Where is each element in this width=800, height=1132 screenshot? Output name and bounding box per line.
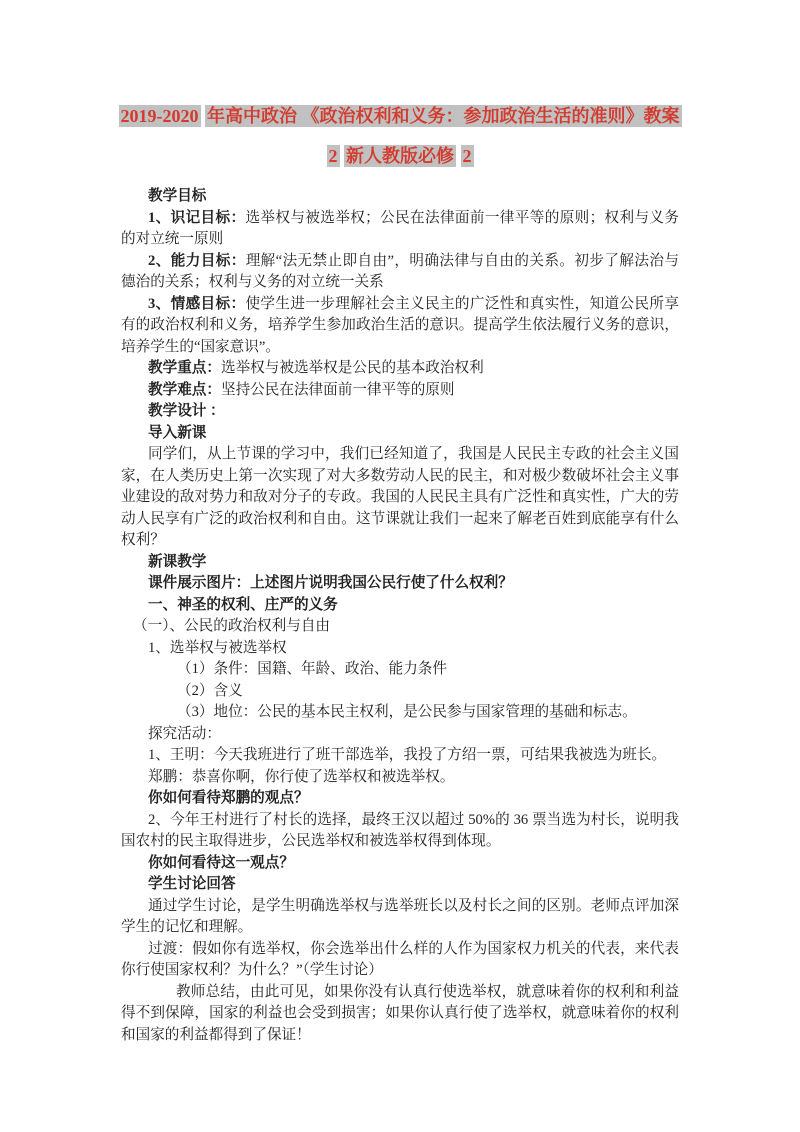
paragraph-text: 教师总结，由此可见，如果你没有认真行使选举权，就意味着你的权利和利益得不到保障，国家的利益也会受到损害；如果你认真行使了选举权，就意味着你的权利和国家的利益都得到了保证！ <box>121 983 679 1043</box>
para-transition <box>121 939 679 982</box>
paragraph-text: 教学目标 <box>148 188 207 204</box>
paragraph-text: 1、选举权与被选举权 <box>148 639 287 656</box>
paragraph-text: 你如何看待这一观点？ <box>148 854 294 871</box>
paragraph-text: 教学设计 ： <box>148 403 225 419</box>
paragraph-text: （3）地位：公民的基本民主权利，是公民参与国家管理的基础和标志。 <box>177 704 637 720</box>
document-title <box>0 0 800 176</box>
paragraph-text: 一、神圣的权利、庄严的义务 <box>148 596 338 613</box>
paragraph-text: （一）、公民的政治权利与自由 <box>133 618 331 634</box>
title-highlight-run: 2019-2020 <box>120 106 199 126</box>
paragraph-text: 探究活动： <box>148 725 221 742</box>
paragraph-label: 1、识记目标： <box>148 209 246 226</box>
para-emotion-objective <box>121 294 679 359</box>
paragraph-text: 选举权与被选举权；公民在法律面前一律平等的原则；权利与义务的对立统一原则 <box>121 209 679 247</box>
paragraph-text: 过渡：假如你有选举权，你会选举出什么样的人作为国家权力机关的代表，来代表你行使国家权利？为什么？”（学生讨论） <box>121 940 679 978</box>
paragraph-text: 导入新课 <box>148 424 207 441</box>
paragraph-label: 3、情感目标： <box>148 295 246 312</box>
para-item-suffrage <box>121 638 679 660</box>
heading-section-one <box>121 595 679 617</box>
title-line-2 <box>0 136 800 176</box>
paragraph-text: 使学生进一步理解社会主义民主的广泛性和真实性，知道公民所享有的政治权利和义务，培养学生参加政治生活的意识。提高学生依法履行义务的意识，培养学生的“国家意识”。 <box>121 295 679 355</box>
paragraph-text: 课件展示图片：上述图片说明我国公民行使了什么权利？ <box>148 575 513 591</box>
para-subsection-rights-freedom <box>121 616 679 638</box>
document-body <box>121 186 679 1046</box>
para-case-village-election <box>121 810 679 853</box>
paragraph-text: 2、今年王村进行了村长的选择，最终王汉以超过 50%的 36 票当选为村长，说明我国农村的民主取得进步，公民选举权和被选举权得到体现。 <box>121 811 679 849</box>
paragraph-text: （1）条件：国籍、年龄、政治、能力条件 <box>177 661 447 677</box>
paragraph-text: 同学们，从上节课的学习中，我们已经知道了，我国是人民民主专政的社会主义国家，在人类历史上第一次实现了对大多数劳动人民的民主，和对极少数破坏社会主义事业建设的敌对势力和敌对分子的专政。我国的人民民主具有广泛性和真实性，广大的劳动人民享有广泛的政治权利和自由。这节课就让我们一起来了解老百姓到底能享有什么权利？ <box>121 446 679 548</box>
para-intro-text <box>121 444 679 552</box>
paragraph-text: 通过学生讨论，是学生明确选举权与选举班长以及村长之间的区别。老师点评加深学生的记忆和理解。 <box>121 897 679 935</box>
para-teaching-difficulty <box>121 380 679 402</box>
paragraph-text: 坚持公民在法律面前一律平等的原则 <box>220 381 455 398</box>
para-knowledge-objective <box>121 208 679 251</box>
heading-teaching-objectives <box>121 186 679 208</box>
heading-new-lesson <box>121 552 679 574</box>
para-point-3-status <box>121 702 679 724</box>
title-highlight-run: 2 <box>328 146 338 166</box>
para-ability-objective <box>121 251 679 294</box>
para-teacher-summary <box>121 982 679 1047</box>
heading-lesson-intro <box>121 423 679 445</box>
heading-teaching-design <box>121 401 679 423</box>
heading-student-discussion <box>121 874 679 896</box>
paragraph-label: 教学难点： <box>148 381 221 398</box>
title-highlight-run: 2 <box>462 146 472 166</box>
title-highlight-run: 新人教版必修 <box>346 146 454 166</box>
paragraph-text: 郑鹏：恭喜你啊，你行使了选举权和被选举权。 <box>148 768 455 785</box>
paragraph-text: （2）含义 <box>177 682 243 699</box>
para-point-2-meaning <box>121 681 679 703</box>
title-line-1 <box>0 96 800 136</box>
para-question-viewpoint <box>121 853 679 875</box>
para-inquiry-activity <box>121 724 679 746</box>
para-courseware-prompt <box>121 573 679 595</box>
paragraph-text: 学生讨论回答 <box>148 876 236 892</box>
para-dialog-wangming <box>121 745 679 767</box>
paragraph-label: 2、能力目标： <box>148 252 246 269</box>
paragraph-text: 新课教学 <box>148 553 207 570</box>
paragraph-text: 选举权与被选举权是公民的基本政治权利 <box>220 360 484 376</box>
paragraph-text: 1、王明：今天我班进行了班干部选举，我投了方绍一票，可结果我被选为班长。 <box>148 747 667 763</box>
paragraph-label: 教学重点： <box>148 360 221 376</box>
para-question-zhengpeng <box>121 788 679 810</box>
para-point-1-conditions <box>121 659 679 681</box>
paragraph-text: 理解“法无禁止即自由”，明确法律与自由的关系。初步了解法治与德治的关系；权利与义务的对立统一关系 <box>121 252 679 290</box>
title-highlight-run: 年高中政治 《政治权利和义务：参加政治生活的准则》教案 <box>207 106 680 126</box>
para-teaching-focus <box>121 358 679 380</box>
para-discussion-summary <box>121 896 679 939</box>
para-dialog-zhengpeng <box>121 767 679 789</box>
paragraph-text: 你如何看待郑鹏的观点？ <box>148 790 309 806</box>
